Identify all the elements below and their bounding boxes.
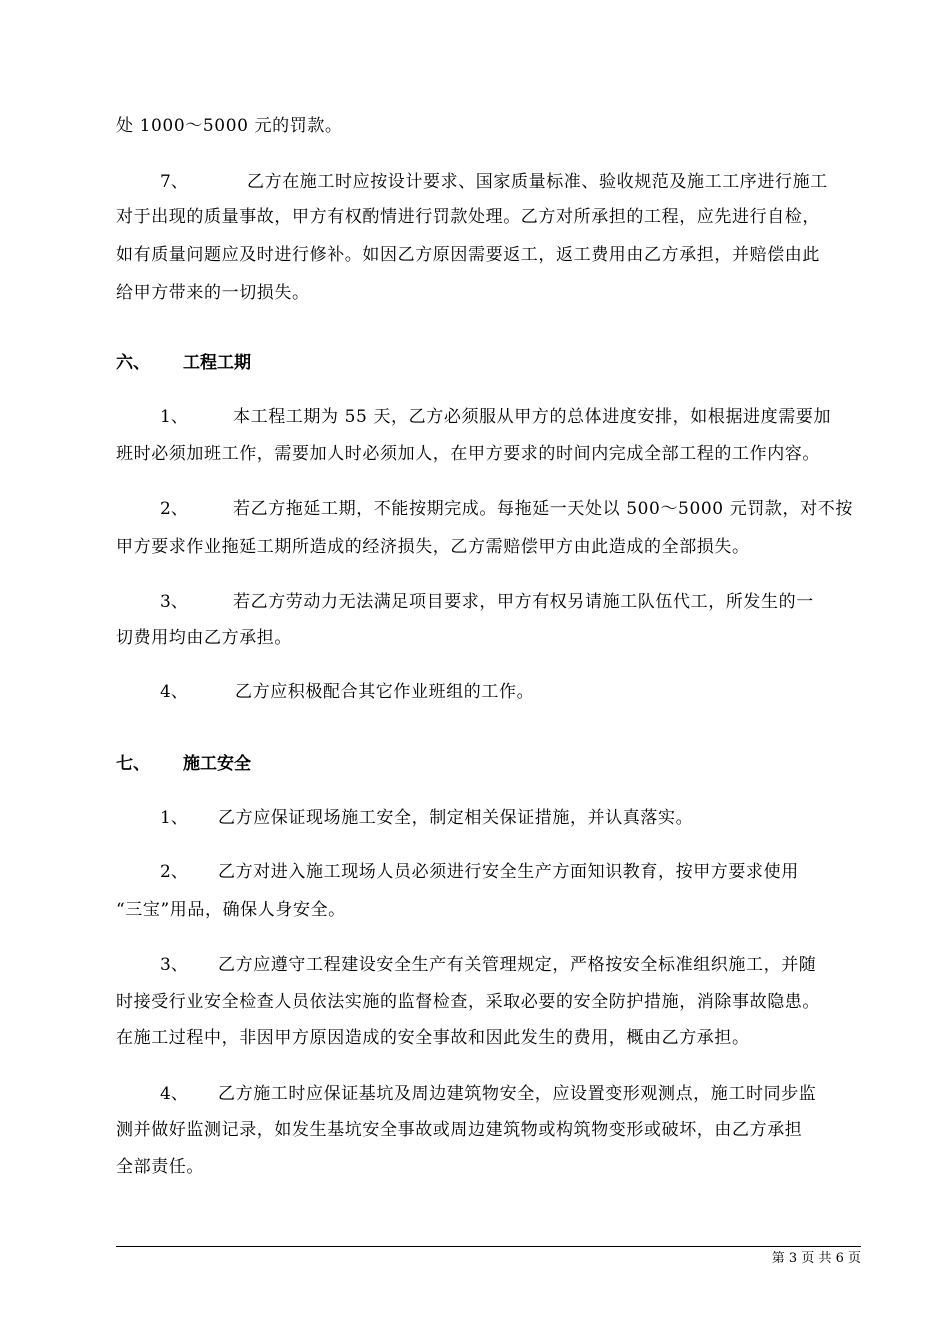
item-text-line: 甲方要求作业拖延工期所造成的经济损失，乙方需赔偿甲方由此造成的全部损失。 — [116, 537, 750, 557]
item-text-line: 乙方应积极配合其它作业班组的工作。 — [235, 682, 535, 702]
item-text-line: 对于出现的质量事故，甲方有权酌情进行罚款处理。乙方对所承担的工程，应先进行自检， — [116, 207, 820, 227]
item-text-line: 班时必须加班工作，需要加人时必须加人，在甲方要求的时间内完成全部工程的工作内容。 — [116, 444, 820, 464]
item-text-line: 在施工过程中，非因甲方原因造成的安全事故和因此发生的费用，概由乙方承担。 — [116, 1028, 750, 1048]
item-number: 4、 — [160, 682, 188, 702]
item-text-line: 乙方施工时应保证基坑及周边建筑物安全，应设置变形观测点，施工时同步监 — [218, 1084, 817, 1104]
item-number: 1、 — [160, 808, 188, 828]
item-number: 2、 — [160, 499, 188, 519]
section-number: 六、 — [116, 353, 150, 373]
item-text-line: 给甲方带来的一切损失。 — [116, 283, 310, 303]
section-title: 工程工期 — [183, 353, 251, 373]
item-number: 2、 — [160, 862, 188, 882]
page-number-footer: 第 3 页 共 6 页 — [771, 1251, 861, 1266]
item-text-line: 切费用均由乙方承担。 — [116, 628, 292, 648]
item-number: 4、 — [160, 1084, 188, 1104]
item-text-line: 乙方应遵守工程建设安全生产有关管理规定，严格按安全标准组织施工，并随 — [218, 955, 817, 975]
footer-divider — [116, 1246, 861, 1247]
item-text-line: 时接受行业安全检查人员依法实施的监督检查，采取必要的安全防护措施，消除事故隐患。 — [116, 992, 820, 1012]
item-text-line: 如有质量问题应及时进行修补。如因乙方原因需要返工，返工费用由乙方承担，并赔偿由此 — [116, 245, 820, 265]
item-text-line: 乙方在施工时应按设计要求、国家质量标准、验收规范及施工工序进行施工 — [247, 172, 828, 192]
item-text-line: 若乙方劳动力无法满足项目要求，甲方有权另请施工队伍代工，所发生的一 — [233, 592, 814, 612]
item-number: 3、 — [160, 955, 188, 975]
item-number: 7、 — [160, 172, 188, 192]
paragraph-continuation: 处 1000～5000 元的罚款。 — [116, 116, 343, 136]
item-text-line: 乙方对进入施工现场人员必须进行安全生产方面知识教育，按甲方要求使用 — [218, 862, 799, 882]
section-number: 七、 — [116, 754, 150, 774]
item-text-line: 本工程工期为 55 天，乙方必须服从甲方的总体进度安排，如根据进度需要加 — [233, 407, 832, 427]
section-title: 施工安全 — [183, 754, 251, 774]
item-number: 3、 — [160, 592, 188, 612]
item-text-line: 若乙方拖延工期，不能按期完成。每拖延一天处以 500～5000 元罚款，对不按 — [233, 499, 853, 519]
item-text-line: 乙方应保证现场施工安全，制定相关保证措施，并认真落实。 — [218, 808, 694, 828]
item-text-line: “三宝”用品，确保人身安全。 — [116, 900, 346, 920]
item-text-line: 测并做好监测记录，如发生基坑安全事故或周边建筑物或构筑物变形或破坏，由乙方承担 — [116, 1120, 803, 1140]
item-number: 1、 — [160, 407, 188, 427]
item-text-line: 全部责任。 — [116, 1157, 204, 1177]
